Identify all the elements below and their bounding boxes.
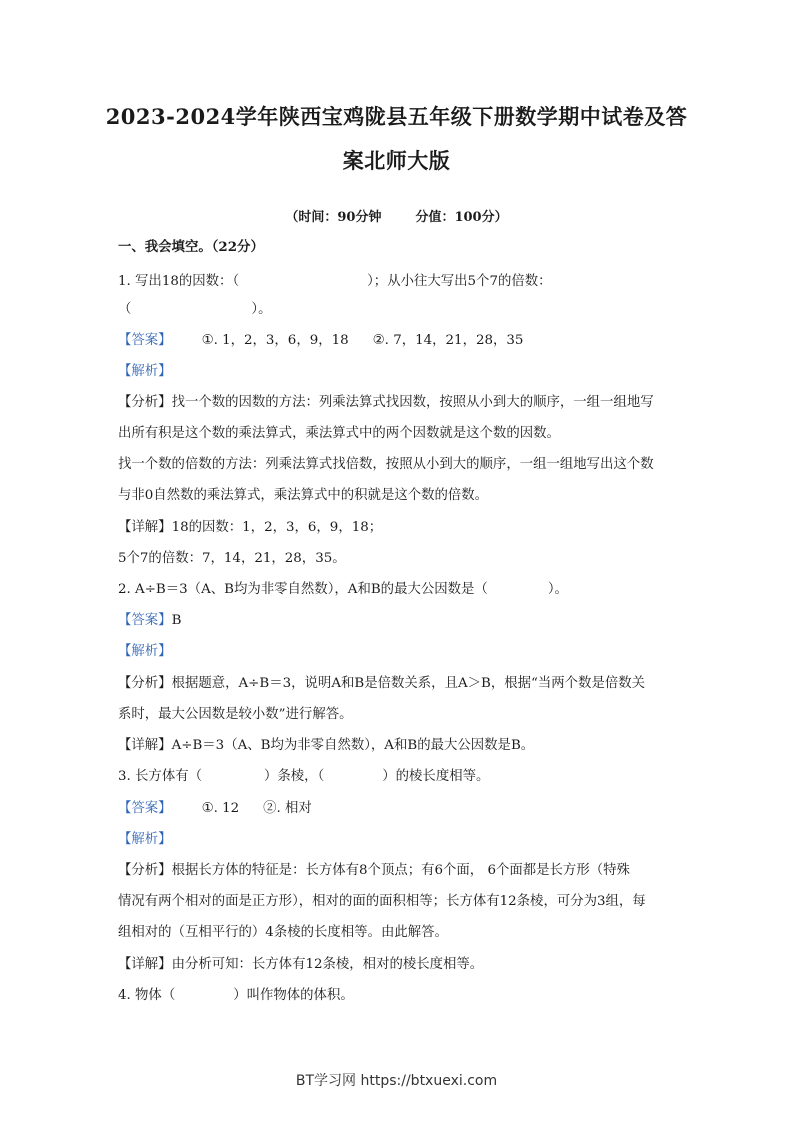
question-1-line-1: 1. 写出18的因数：（ ）；从小往大写出5个7的倍数： <box>118 274 552 289</box>
exam-score: 分值：100分） <box>415 210 508 225</box>
question-1-line-2: （ ）。 <box>118 302 272 317</box>
fenxi-tag: 【分析】 <box>118 395 172 410</box>
fenxi-tag: 【分析】 <box>118 863 172 878</box>
question-3-fenxi-1: 【分析】根据长方体的特征是：长方体有8个顶点；有6个面， 6个面都是长方形（特殊 <box>118 863 630 878</box>
question-2-fenxi-1: 【分析】根据题意，A÷B＝3，说明A和B是倍数关系，且A＞B，根据“当两个数是倍数关 <box>118 676 646 691</box>
section-heading: 一、我会填空。（22分） <box>118 239 264 255</box>
xiangjie-tag: 【详解】 <box>118 738 172 753</box>
question-1-fenxi-1: 【分析】找一个数的因数的方法：列乘法算式找因数，按照从小到大的顺序，一组一组地写 <box>118 395 654 410</box>
question-1-fenxi-2: 出所有积是这个数的乘法算式，乘法算式中的两个因数就是这个数的因数。 <box>118 426 560 441</box>
question-1-detail-2: 5个7的倍数：7，14，21，28，35。 <box>118 551 346 566</box>
question-2-detail: 【详解】A÷B＝3（A、B均为非零自然数），A和B的最大公因数是B。 <box>118 738 535 753</box>
question-2-text: 2. A÷B＝3（A、B均为非零自然数），A和B的最大公因数是（ ）。 <box>118 582 568 597</box>
question-3-fenxi-2: 情况有两个相对的面是正方形），相对的面的面积相等；长方体有12条棱，可分为3组，每 <box>118 894 646 909</box>
question-1-fenxi-3: 找一个数的倍数的方法：列乘法算式找倍数，按照从小到大的顺序，一组一组地写出这个数 <box>118 457 654 472</box>
question-2-fenxi-2: 系时，最大公因数是较小数”进行解答。 <box>118 707 353 722</box>
answer-tag: 【答案】 <box>118 333 172 348</box>
analysis-tag: 【解析】 <box>118 644 172 659</box>
xiangjie-tag: 【详解】 <box>118 957 172 972</box>
exam-time: （时间：90分钟 <box>285 210 382 225</box>
analysis-tag: 【解析】 <box>118 832 172 847</box>
fenxi-tag: 【分析】 <box>118 676 172 691</box>
exam-meta <box>0 206 793 225</box>
question-1-fenxi-4: 与非0自然数的乘法算式，乘法算式中的积就是这个数的倍数。 <box>118 488 489 503</box>
question-3-answer: 【答案】 ①. 12 ②. 相对 <box>118 801 312 816</box>
question-3-detail: 【详解】由分析可知：长方体有12条棱，相对的棱长度相等。 <box>118 957 484 972</box>
question-4-text: 4. 物体（ ）叫作物体的体积。 <box>118 988 354 1003</box>
question-1-answer: 【答案】 ①. 1，2，3，6，9，18 ②. 7，14，21，28，35 <box>118 333 524 348</box>
answer-tag: 【答案】 <box>118 801 172 816</box>
site-watermark-footer: BT学习网 https://btxuexi.com <box>295 1073 498 1089</box>
document-title-line-2: 案北师大版 <box>342 148 451 173</box>
analysis-tag: 【解析】 <box>118 364 172 379</box>
document-title-line-1: 2023-2024学年陕西宝鸡陇县五年级下册数学期中试卷及答 <box>105 104 688 129</box>
answer-tag: 【答案】 <box>118 613 172 628</box>
question-3-text: 3. 长方体有（ ）条棱，（ ）的棱长度相等。 <box>118 769 490 784</box>
question-2-answer: 【答案】B <box>118 613 182 628</box>
question-3-fenxi-3: 组相对的（互相平行的）4条棱的长度相等。由此解答。 <box>118 925 448 940</box>
xiangjie-tag: 【详解】 <box>118 520 172 535</box>
question-1-detail-1: 【详解】18的因数：1，2，3，6，9，18； <box>118 520 383 535</box>
